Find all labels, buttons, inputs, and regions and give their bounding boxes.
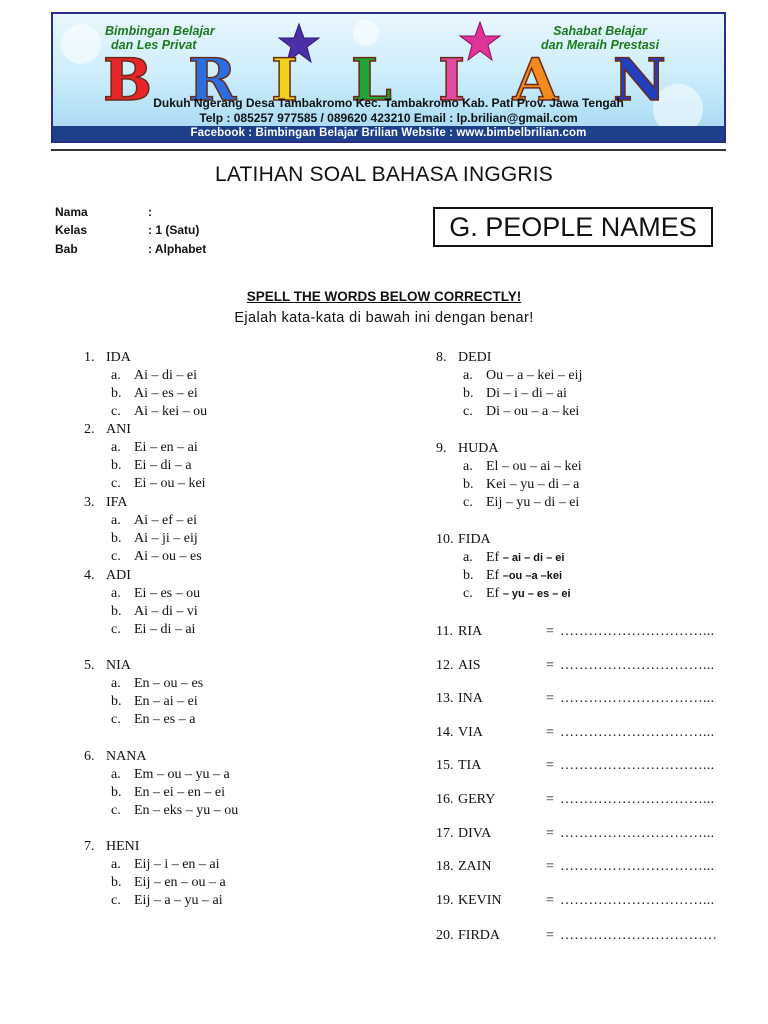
option-letter: c.: [111, 803, 121, 818]
fill-equals: =: [546, 893, 554, 908]
option-letter: c.: [463, 495, 473, 510]
option-letter: b.: [111, 386, 122, 401]
option-letter: a.: [463, 368, 473, 383]
fill-equals: =: [546, 928, 554, 943]
fill-number: 19.: [436, 893, 454, 908]
answer-blank: ……………………………: [560, 928, 718, 943]
fill-word: FIRDA: [458, 928, 501, 943]
fill-word: RIA: [458, 624, 483, 639]
option-letter: b.: [463, 386, 474, 401]
address-line: Dukuh Ngerang Desa Tambakromo Kec. Tambakromo Kab. Pati Prov. Jawa Tengah: [153, 96, 624, 110]
fill-equals: =: [546, 859, 554, 874]
fill-word: ZAIN: [458, 859, 492, 874]
question-number: 7.: [84, 839, 95, 854]
question-word: HENI: [106, 839, 140, 854]
option-lead: Ef: [486, 550, 503, 565]
option-text: En – ou – es: [134, 676, 204, 691]
fill-equals: =: [546, 691, 554, 706]
brand-letter: N: [613, 46, 667, 114]
option-text: Ei – di – a: [134, 458, 192, 473]
fill-equals: =: [546, 758, 554, 773]
answer-blank: …………………………...: [560, 859, 715, 874]
option-text: Eij – en – ou – a: [134, 875, 226, 890]
answer-blank: …………………………...: [560, 758, 715, 773]
option-text: En – ai – ei: [134, 694, 198, 709]
question-word: DEDI: [458, 350, 492, 365]
option-letter: b.: [463, 568, 474, 583]
option-letter: c.: [111, 476, 121, 491]
option-letter: a.: [111, 368, 121, 383]
meta-value-nama: :: [148, 205, 152, 219]
question-word: IFA: [106, 495, 128, 510]
header-banner: [51, 12, 726, 143]
question-word: NIA: [106, 658, 131, 673]
brand-letter: A: [513, 46, 559, 114]
option-text: Ei – ou – kei: [134, 476, 206, 491]
meta-label-nama: Nama: [55, 205, 88, 219]
fill-word: DIVA: [458, 826, 492, 841]
fill-number: 17.: [436, 826, 454, 841]
question-word: FIDA: [458, 532, 491, 547]
option-letter: b.: [111, 458, 122, 473]
fill-number: 18.: [436, 859, 454, 874]
option-text: [486, 549, 564, 567]
option-letter: a.: [111, 767, 121, 782]
option-letter: c.: [111, 622, 121, 637]
option-text: Ai – ou – es: [134, 549, 202, 564]
option-text: Ai – ef – ei: [134, 513, 197, 528]
option-text: Ai – es – ei: [134, 386, 198, 401]
option-lead: Ef: [486, 568, 503, 583]
option-letter: b.: [111, 531, 122, 546]
fill-number: 16.: [436, 792, 454, 807]
option-letter: a.: [463, 459, 473, 474]
question-number: 10.: [436, 532, 454, 547]
answer-blank: …………………………...: [560, 826, 715, 841]
fill-equals: =: [546, 792, 554, 807]
option-text: Ai – kei – ou: [134, 404, 208, 419]
option-text: Ai – di – vi: [134, 604, 198, 619]
fill-number: 12.: [436, 658, 454, 673]
option-rest: – yu – es – ei: [502, 588, 571, 600]
meta-value-bab: : Alphabet: [148, 242, 207, 256]
question-number: 2.: [84, 422, 95, 437]
question-word: ANI: [106, 422, 131, 437]
option-letter: b.: [111, 694, 122, 709]
option-letter: c.: [463, 404, 473, 419]
option-letter: b.: [111, 785, 122, 800]
option-text: Ai – ji – eij: [134, 531, 198, 546]
option-text: Eij – i – en – ai: [134, 857, 220, 872]
fill-number: 11.: [436, 624, 453, 639]
instruction-indonesian: Ejalah kata-kata di bawah ini dengan benar!: [234, 310, 534, 326]
option-text: Eij – a – yu – ai: [134, 893, 223, 908]
question-number: 1.: [84, 350, 95, 365]
question-word: NANA: [106, 749, 147, 764]
option-letter: a.: [111, 676, 121, 691]
question-number: 5.: [84, 658, 95, 673]
option-letter: b.: [111, 604, 122, 619]
fill-equals: =: [546, 725, 554, 740]
option-text: El – ou – ai – kei: [486, 459, 582, 474]
question-number: 4.: [84, 568, 95, 583]
option-text: Di – i – di – ai: [486, 386, 567, 401]
fill-equals: =: [546, 624, 554, 639]
fill-number: 15.: [436, 758, 454, 773]
fill-number: 14.: [436, 725, 454, 740]
option-letter: a.: [111, 857, 121, 872]
page-title: LATIHAN SOAL BAHASA INGGRIS: [215, 163, 553, 186]
question-word: HUDA: [458, 441, 499, 456]
option-text: Ei – di – ai: [134, 622, 196, 637]
option-letter: c.: [111, 549, 121, 564]
option-lead: Ef: [486, 586, 503, 601]
brand-letter: B: [103, 46, 153, 114]
option-letter: c.: [111, 893, 121, 908]
fill-word: AIS: [458, 658, 481, 673]
option-text: En – es – a: [134, 712, 196, 727]
option-letter: a.: [111, 513, 121, 528]
question-number: 3.: [84, 495, 95, 510]
brand-letter: I: [271, 46, 299, 114]
question-number: 8.: [436, 350, 447, 365]
answer-blank: …………………………...: [560, 792, 715, 807]
option-text: Eij – yu – di – ei: [486, 495, 580, 510]
option-text: Em – ou – yu – a: [134, 767, 230, 782]
fill-number: 13.: [436, 691, 454, 706]
brand-letter: R: [188, 46, 237, 114]
question-number: 9.: [436, 441, 447, 456]
answer-blank: …………………………...: [560, 691, 715, 706]
answer-blank: …………………………...: [560, 893, 715, 908]
header-divider: [51, 149, 726, 151]
option-letter: a.: [111, 586, 121, 601]
answer-blank: …………………………...: [560, 725, 715, 740]
option-letter: c.: [111, 404, 121, 419]
answer-blank: …………………………...: [560, 624, 715, 639]
option-letter: c.: [463, 586, 473, 601]
question-word: ADI: [106, 568, 131, 583]
option-text: Ou – a – kei – eij: [486, 368, 583, 383]
brand-letter: I: [438, 46, 466, 114]
option-text: Ei – es – ou: [134, 586, 201, 601]
option-text: En – eks – yu – ou: [134, 803, 239, 818]
meta-label-kelas: Kelas: [55, 223, 88, 237]
fill-word: KEVIN: [458, 893, 502, 908]
option-letter: c.: [111, 712, 121, 727]
question-word: IDA: [106, 350, 131, 365]
option-letter: a.: [463, 550, 473, 565]
fill-word: TIA: [458, 758, 482, 773]
brand-letter: L: [351, 46, 392, 114]
topic-box: G. PEOPLE NAMES: [433, 207, 713, 247]
option-rest: – ai – di – ei: [502, 552, 565, 564]
question-number: 6.: [84, 749, 95, 764]
fill-equals: =: [546, 826, 554, 841]
option-letter: a.: [111, 440, 121, 455]
fill-number: 20.: [436, 928, 454, 943]
fill-word: VIA: [458, 725, 483, 740]
option-text: Ei – en – ai: [134, 440, 198, 455]
bubble-decoration: [353, 20, 379, 46]
meta-label-bab: Bab: [55, 242, 78, 256]
option-letter: b.: [111, 875, 122, 890]
option-text: [486, 585, 571, 603]
option-text: Kei – yu – di – a: [486, 477, 580, 492]
instruction-english: SPELL THE WORDS BELOW CORRECTLY!: [246, 289, 522, 304]
option-rest: –ou –a –kei: [502, 570, 563, 582]
option-text: Ai – di – ei: [134, 368, 197, 383]
fill-equals: =: [546, 658, 554, 673]
social-line: Facebook : Bimbingan Belajar Brilian Website : www.bimbelbrilian.com: [190, 127, 587, 139]
option-text: [486, 567, 562, 585]
tagline-left: Bimbingan Belajar dan Les Privat: [105, 24, 215, 52]
meta-value-kelas: : 1 (Satu): [148, 223, 200, 237]
contact-line: Telp : 085257 977585 / 089620 423210 Email : lp.brilian@gmail.com: [199, 111, 578, 125]
fill-word: GERY: [458, 792, 496, 807]
answer-blank: …………………………...: [560, 658, 715, 673]
option-text: Di – ou – a – kei: [486, 404, 580, 419]
option-text: En – ei – en – ei: [134, 785, 225, 800]
fill-word: INA: [458, 691, 483, 706]
tagline-right: Sahabat Belajar dan Meraih Prestasi: [541, 24, 660, 52]
option-letter: b.: [463, 477, 474, 492]
